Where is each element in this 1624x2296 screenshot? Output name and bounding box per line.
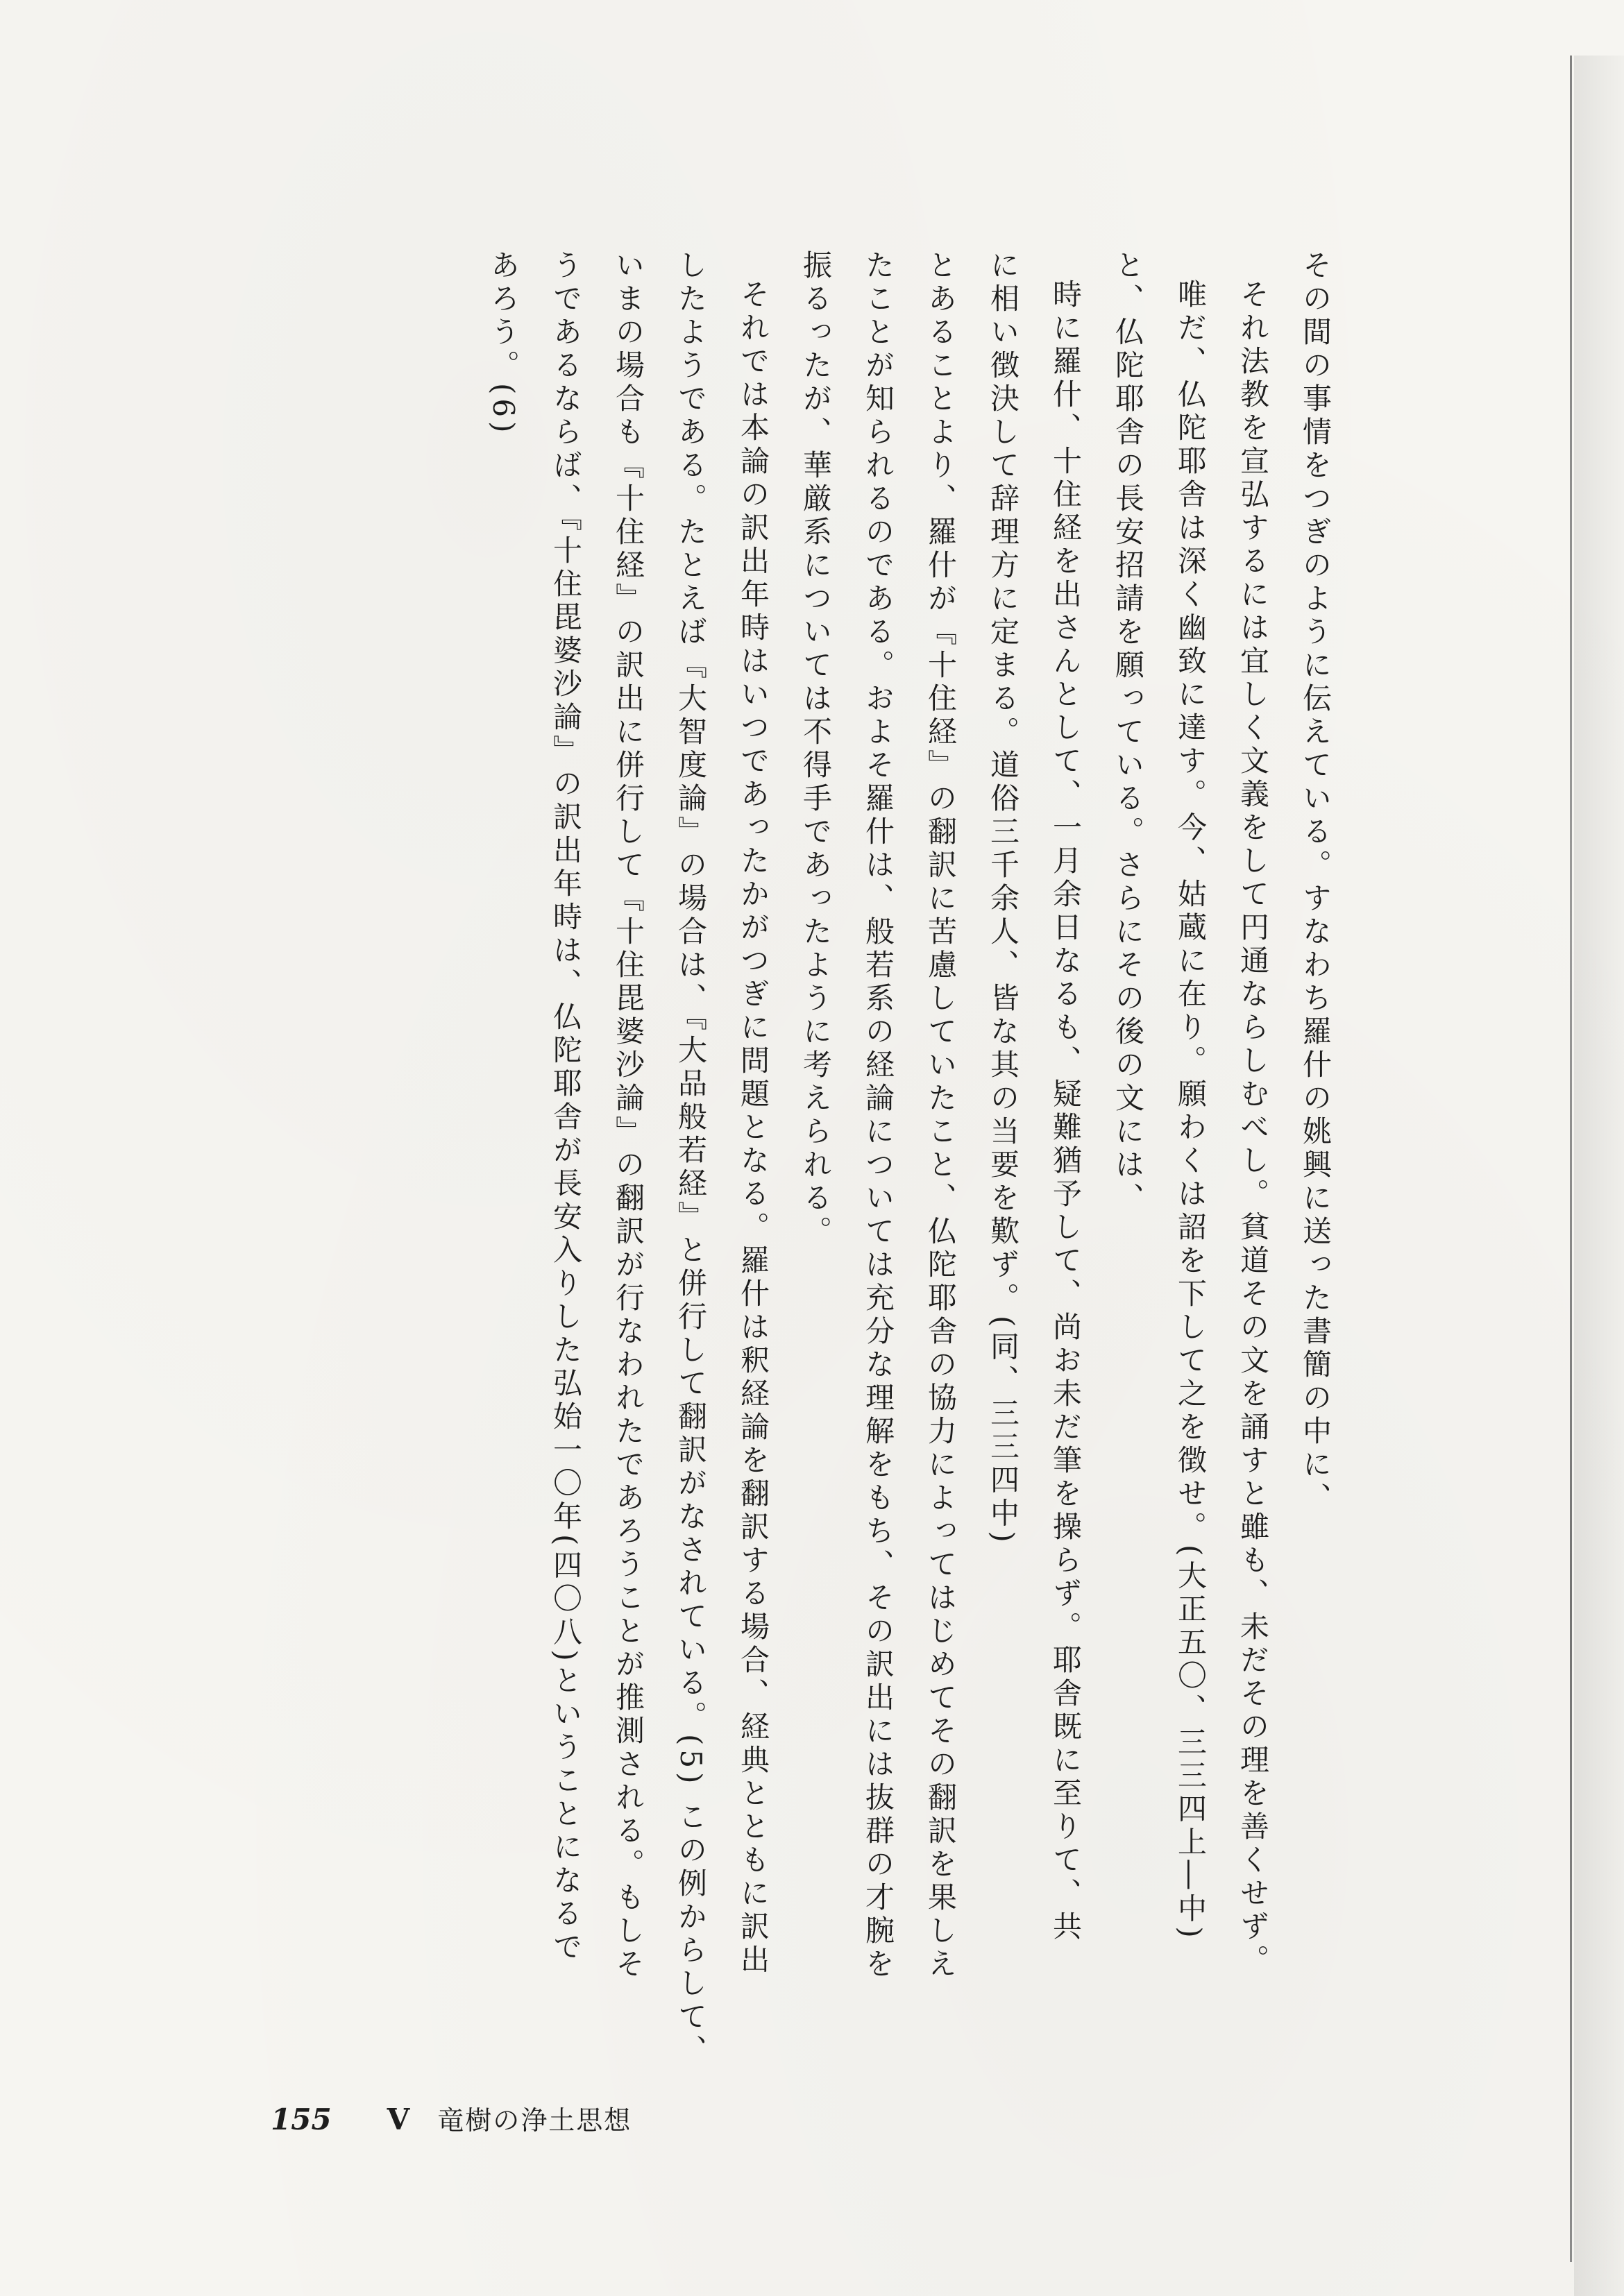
paragraph: 振るったが、華厳系については不得手であったように考えられる。 — [799, 250, 833, 1249]
paragraph: うであるならば、『十住毘婆沙論』の訳出年時は、仏陀耶舎が長安入りした弘始一〇年(四〇八)ということになるで — [549, 250, 583, 1965]
quote-paragraph: それ法教を宣弘するには宜しく文義をして円通ならしむべし。貧道その文を誦すと雖も、未だその理を善くせず。 — [1236, 279, 1270, 1978]
chapter-number: V — [387, 2102, 410, 2136]
body-text — [487, 250, 1346, 2068]
paragraph: たことが知られるのである。およそ羅什は、般若系の経論については充分な理解をもち、その訳出には抜群の才腕を — [861, 250, 895, 1982]
chapter-title: 竜樹の浄土思想 — [437, 2105, 632, 2136]
paragraph: その間の事情をつぎのように伝えている。すなわち羅什の姚興に送った書簡の中に、 — [1299, 250, 1333, 1515]
page-footer — [271, 2099, 632, 2141]
paragraph: とあることより、羅什が『十住経』の翻訳に苦慮していたこと、仏陀耶舎の協力によってはじめてその翻訳を果しえ — [924, 250, 958, 1982]
quote-paragraph: に相い徴決して辞理方に定まる。道俗三千余人、皆な其の当要を歎ず。(同、三三四中) — [986, 250, 1020, 1547]
quote-paragraph: 時に羅什、十住経を出さんとして、一月余日なるも、疑難猶予して、尚お未だ筆を操らず。耶舎既に至りて、共 — [1049, 279, 1083, 1944]
quote-paragraph: 唯だ、仏陀耶舎は深く幽致に達す。今、姑蔵に在り。願わくは詔を下して之を徴せ。(大正五〇、三三四上―中) — [1174, 279, 1208, 1942]
page-number: 155 — [271, 2102, 332, 2136]
paragraph: いまの場合も『十住経』の訳出に併行して『十住毘婆沙論』の翻訳が行なわれたであろうことが推測される。もしそ — [611, 250, 645, 1982]
paragraph: と、仏陀耶舎の長安招請を願っている。さらにその後の文には、 — [1111, 250, 1145, 1216]
page-edge-shadow — [1574, 56, 1624, 2296]
paragraph: あろう。(6) — [487, 250, 521, 437]
paragraph: それでは本論の訳出年時はいつであったかがつぎに問題となる。羅什は釈経論を翻訳する場合、経典とともに訳出 — [736, 279, 770, 1978]
page-edge-line — [1570, 56, 1572, 2262]
paragraph: したようである。たとえば『大智度論』の場合は、『大品般若経』と併行して翻訳がなされている。(5) この例からして、 — [674, 250, 708, 2068]
